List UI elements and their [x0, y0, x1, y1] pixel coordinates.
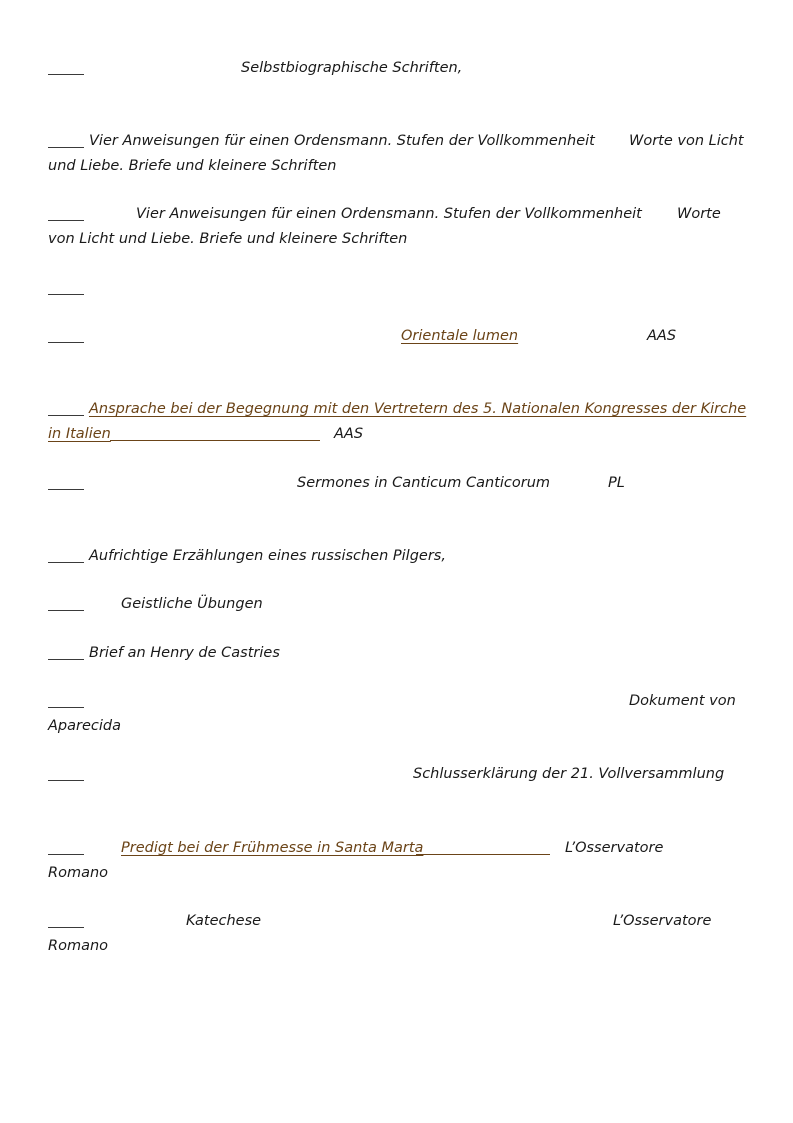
blank-line [48, 489, 84, 490]
reference-title: und Liebe. Briefe und kleinere Schriften [48, 158, 337, 174]
reference-title: Brief an Henry de Castries [89, 645, 280, 661]
blank-line [48, 707, 84, 708]
blank-line [48, 74, 84, 75]
blank-line [48, 610, 84, 611]
reference-title: Vier Anweisungen für einen Ordensmann. Stufen der Vollkommenheit [136, 206, 642, 222]
reference-title: Selbstbiographische Schriften, [241, 60, 463, 76]
reference-title: Aparecida [48, 718, 121, 734]
reference-link[interactable]: in Italien [48, 426, 111, 442]
reference-title: Sermones in Canticum Canticorum [297, 475, 551, 491]
source-abbrev: PL [608, 475, 625, 491]
source-abbrev: AAS [647, 328, 677, 344]
reference-title: Worte von Licht [629, 133, 744, 149]
reference-title: Katechese [186, 913, 262, 929]
reference-link[interactable]: Predigt bei der Frühmesse in Santa Marta [121, 840, 424, 856]
reference-title: Vier Anweisungen für einen Ordensmann. Stufen der Vollkommenheit [89, 133, 595, 149]
source-abbrev: AAS [334, 426, 364, 442]
blank-line [48, 342, 84, 343]
blank-line [48, 415, 84, 416]
blank-line [48, 780, 84, 781]
link-underline [416, 854, 550, 855]
reference-link[interactable]: Orientale lumen [401, 328, 519, 344]
blank-line [48, 854, 84, 855]
reference-title: von Licht und Liebe. Briefe und kleinere Schriften [48, 231, 408, 247]
reference-title: Aufrichtige Erzählungen eines russischen Pilgers, [89, 548, 446, 564]
reference-link[interactable]: Ansprache bei der Begegnung mit den Vertretern des 5. Nationalen Kongresses der Kirche [89, 401, 747, 417]
blank-line [48, 562, 84, 563]
source-title: Romano [48, 938, 109, 954]
blank-line [48, 220, 84, 221]
blank-line [48, 659, 84, 660]
link-underline [110, 440, 320, 441]
blank-line [48, 147, 84, 148]
reference-title: Schlusserklärung der 21. Vollversammlung [413, 766, 725, 782]
reference-title: Worte [677, 206, 721, 222]
blank-line [48, 294, 84, 295]
reference-title: Dokument von [629, 693, 736, 709]
source-title: L’Osservatore [613, 913, 712, 929]
blank-line [48, 927, 84, 928]
reference-title: Geistliche Übungen [121, 596, 263, 612]
source-title: Romano [48, 865, 109, 881]
source-title: L’Osservatore [565, 840, 664, 856]
